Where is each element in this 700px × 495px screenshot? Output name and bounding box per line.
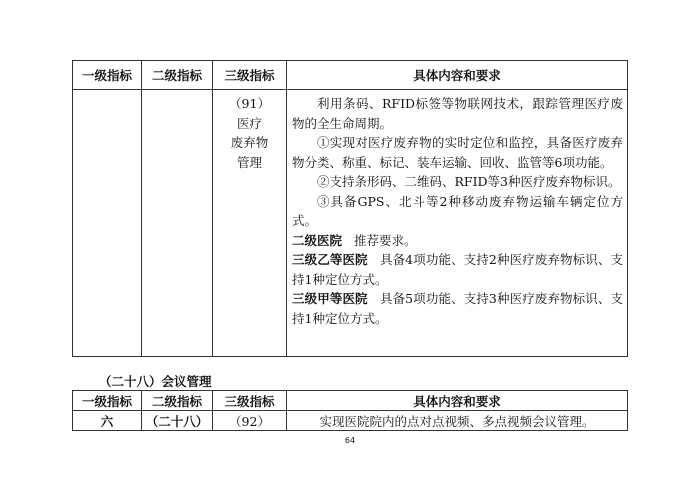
- level-label: 三级甲等医院: [292, 291, 368, 306]
- header-level2: 二级指标: [142, 61, 213, 90]
- content-paragraph: ①实现对医疗废弃物的实时定位和监控，具备医疗废弃物分类、称重、标记、装车运输、回收、监管等6项功能。: [292, 135, 623, 170]
- meeting-table: [72, 390, 628, 431]
- table-header-row: [73, 61, 628, 90]
- header-content: 具体内容和要求: [287, 61, 628, 90]
- header-level1: 一级指标: [73, 391, 142, 411]
- cell-level2: [142, 90, 213, 357]
- cell-level3: （92）: [213, 411, 287, 431]
- cell-level3: （91） 医疗 废弃物 管理: [213, 90, 287, 357]
- content-paragraph: ③具备GPS、北斗等2种移动废弃物运输车辆定位方式。: [292, 193, 623, 228]
- level-label: 二级医院: [292, 232, 343, 248]
- level-label: 三级乙等医院: [292, 252, 368, 267]
- content-paragraph: ②支持条形码、二维码、RFID等3种医疗废弃物标识。: [317, 174, 621, 189]
- header-level2: 二级指标: [142, 391, 213, 411]
- cell-level1: [73, 90, 142, 357]
- header-level3: 三级指标: [213, 391, 287, 411]
- header-level3: 三级指标: [213, 61, 287, 90]
- cell-content: 实现医院院内的点对点视频、多点视频会议管理。: [287, 411, 628, 431]
- table-header-row: [73, 391, 628, 411]
- table-row: [73, 411, 628, 431]
- indicator-table: [72, 60, 628, 357]
- level-requirement: 三级甲等医院 具备5项功能、支持3种医疗废弃物标识、支持1种定位方式。: [292, 291, 623, 326]
- level-requirement: 二级医院 推荐要求。: [292, 232, 417, 248]
- header-content: 具体内容和要求: [287, 391, 628, 411]
- content-paragraph: 利用条码、RFID标签等物联网技术，跟踪管理医疗废物的全生命周期。: [292, 96, 623, 131]
- page-number: 64: [344, 436, 356, 445]
- section-title: （二十八）会议管理: [99, 374, 212, 389]
- table-row: [73, 90, 628, 357]
- level-requirement: 三级乙等医院 具备4项功能、支持2种医疗废弃物标识、支持1种定位方式。: [292, 252, 623, 287]
- cell-level1: 六: [73, 411, 142, 431]
- cell-level2: （二十八）: [142, 411, 213, 431]
- cell-content: [287, 90, 628, 357]
- header-level1: 一级指标: [73, 61, 142, 90]
